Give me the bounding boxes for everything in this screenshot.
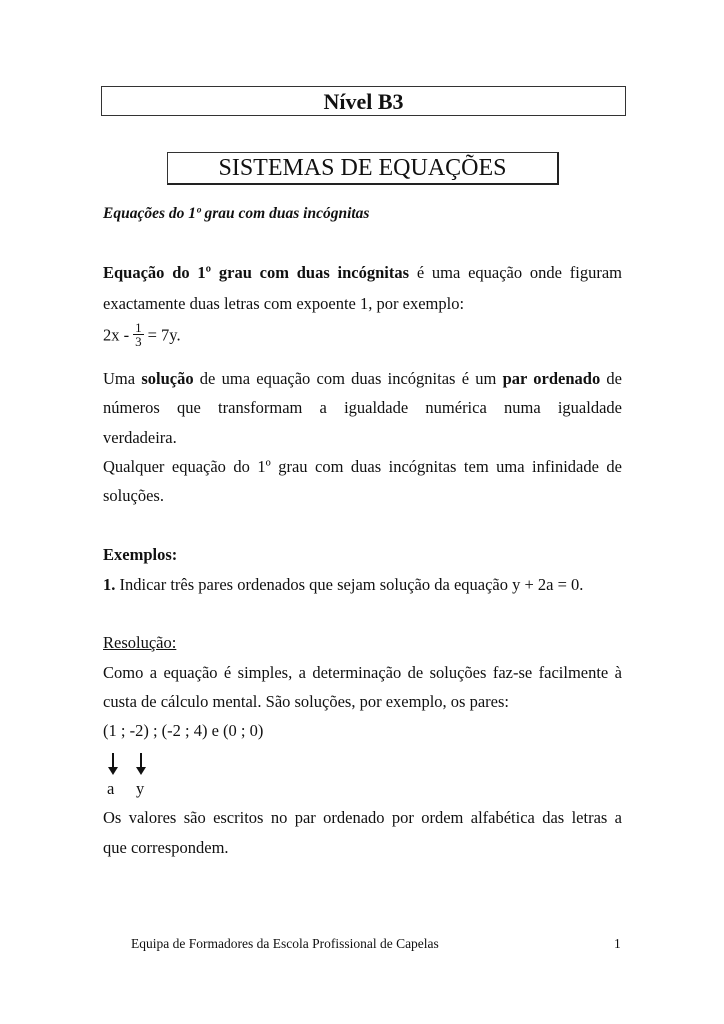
text: Uma [103,369,142,388]
definition-text: é uma equação onde figuram [409,263,622,282]
resolution-heading: Resolução: [103,633,177,652]
label-a: a [107,779,115,798]
term-par-ordenado: par ordenado [502,369,601,388]
solution-line-4: Qualquer equação do 1º grau com duas incógnitas tem uma infinidade de [103,457,622,476]
level-title-box [101,86,626,116]
fraction [133,321,144,348]
definition-term: Equação do 1º grau com duas incógnitas [103,263,410,282]
section-subtitle: Equações do 1º grau com duas incógnitas [103,205,370,222]
text: de [600,369,623,388]
term-solucao: solução [141,369,194,388]
resolution-line-4: que correspondem. [103,838,229,857]
item-number: 1. [103,575,116,594]
footer-credit: Equipa de Formadores da Escola Profissional de Capelas [131,936,439,951]
definition-line-2: exactamente duas letras com expoente 1, por exemplo: [103,294,465,313]
examples-heading [103,545,622,565]
solution-line-5: soluções. [103,486,164,505]
fraction-denominator: 3 [135,334,142,349]
solution-line-2: números que transformam a igualdade numérica numa igualdade [103,398,622,417]
topic-title: SISTEMAS DE EQUAÇÕES [218,155,507,181]
solution-line-1 [103,369,622,389]
topic-title-box [167,152,559,185]
page-number: 1 [614,936,621,951]
text: de uma equação com duas incógnitas é um [193,369,503,388]
resolution-line-1: Como a equação é simples, a determinação de soluções faz-se facilmente à [103,663,622,682]
definition-line-1 [103,263,622,283]
resolution-line-3: Os valores são escritos no par ordenado por ordem alfabética das letras a [103,808,622,827]
fraction-numerator: 1 [135,320,142,335]
level-title: Nível B3 [323,89,404,114]
label-y: y [136,779,145,798]
equation-left: 2x - [103,325,130,345]
example-equation [103,320,622,350]
equation-right: = 7y. [147,325,181,345]
resolution-line-2: custa de cálculo mental. São soluções, por exemplo, os pares: [103,692,509,711]
heading-text: Exemplos: [103,545,178,564]
solution-pairs: (1 ; -2) ; (-2 ; 4) e (0 ; 0) [103,721,264,740]
example-item-1 [103,575,622,595]
solution-line-3: verdadeira. [103,428,177,447]
item-text: Indicar três pares ordenados que sejam solução da equação y + 2a = 0. [115,575,584,594]
